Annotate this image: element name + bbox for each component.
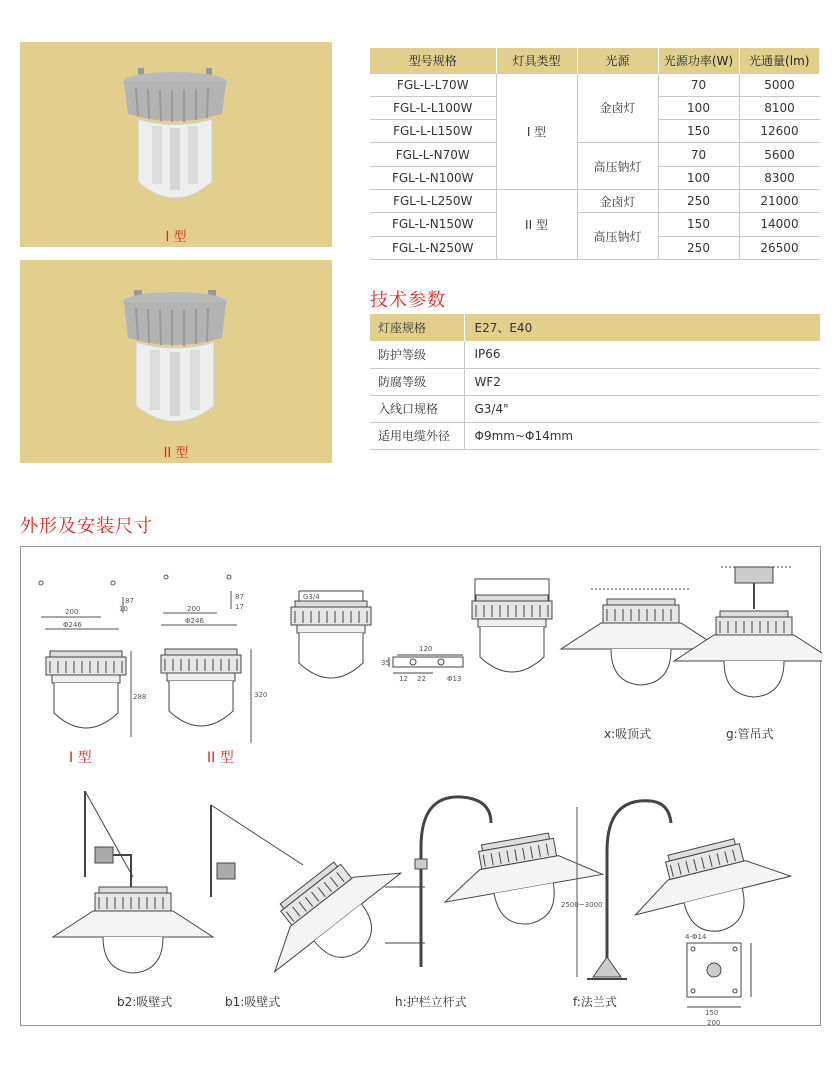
dim-22: 22 xyxy=(417,675,426,683)
table-row xyxy=(370,189,820,212)
cell-model: FGL-L-N250W xyxy=(370,236,496,259)
cell-flux: 5600 xyxy=(739,143,820,166)
drawing-ceiling-top xyxy=(472,579,552,672)
drawing-b1 xyxy=(211,805,423,1000)
dim-200-b: 200 xyxy=(187,605,201,613)
cell-type: I 型 xyxy=(496,73,577,189)
dim-17: 17 xyxy=(235,603,244,611)
cell-flux: 26500 xyxy=(739,236,820,259)
technical-drawings xyxy=(21,547,822,1027)
dim-87-a: 87 xyxy=(125,597,134,605)
drawing-b2 xyxy=(53,791,213,973)
cell-model: FGL-L-L250W xyxy=(370,189,496,212)
label-type1: I 型 xyxy=(69,750,92,766)
table-row xyxy=(370,213,820,236)
spec-table xyxy=(370,48,820,260)
param-row xyxy=(370,422,820,449)
dim-150: 150 xyxy=(705,1009,719,1017)
dim-35: 35 xyxy=(381,659,390,667)
drawing-g xyxy=(674,567,822,697)
header-model: 型号规格 xyxy=(370,48,496,73)
cell-flux: 12600 xyxy=(739,120,820,143)
cell-model: FGL-L-N70W xyxy=(370,143,496,166)
drawing-g34 xyxy=(291,591,371,678)
label-g: g:管吊式 xyxy=(726,727,774,741)
dim-g34: G3/4 xyxy=(303,593,320,601)
dim-phi246-b: Φ246 xyxy=(185,617,204,625)
param-table xyxy=(370,314,820,450)
cell-source: 高压钠灯 xyxy=(577,143,658,190)
cell-power: 100 xyxy=(658,166,739,189)
param-key: 适用电缆外径 xyxy=(370,422,464,449)
table-row xyxy=(370,73,820,96)
cell-flux: 8300 xyxy=(739,166,820,189)
cell-model: FGL-L-L150W xyxy=(370,120,496,143)
dim-2500: 2500~3000 xyxy=(561,901,603,909)
dimensions-title: 外形及安装尺寸 xyxy=(20,516,153,537)
header-power: 光源功率(W) xyxy=(658,48,739,73)
label-b2: b2:吸壁式 xyxy=(117,995,173,1009)
drawing-x xyxy=(561,589,721,685)
cell-type: II 型 xyxy=(496,189,577,259)
header-type: 灯具类型 xyxy=(496,48,577,73)
label-h: h:护栏立杆式 xyxy=(395,995,467,1009)
dim-200: 200 xyxy=(65,608,79,616)
table-row xyxy=(370,143,820,166)
cell-power: 150 xyxy=(658,213,739,236)
cell-flux: 5000 xyxy=(739,73,820,96)
lamp-photo-type2 xyxy=(120,282,230,432)
drawing-bracket xyxy=(389,655,463,673)
dim-12: 12 xyxy=(399,675,408,683)
cell-model: FGL-L-N100W xyxy=(370,166,496,189)
param-value: Φ9mm~Φ14mm xyxy=(464,422,820,449)
param-row xyxy=(370,395,820,422)
dim-120: 120 xyxy=(419,645,433,653)
panel-caption: II 型 xyxy=(163,446,189,461)
label-x: x:吸顶式 xyxy=(604,727,652,741)
param-row xyxy=(370,341,820,368)
param-key: 防腐等级 xyxy=(370,368,464,395)
cell-power: 150 xyxy=(658,120,739,143)
drawing-frame xyxy=(20,546,821,1026)
cell-source: 高压钠灯 xyxy=(577,213,658,260)
cell-model: FGL-L-L70W xyxy=(370,73,496,96)
label-b1: b1:吸壁式 xyxy=(225,995,281,1009)
param-key: 防护等级 xyxy=(370,341,464,368)
param-row xyxy=(370,314,820,341)
cell-power: 70 xyxy=(658,143,739,166)
param-value: WF2 xyxy=(464,368,820,395)
drawing-h xyxy=(385,797,609,967)
tech-params-title: 技术参数 xyxy=(370,290,446,311)
param-row xyxy=(370,368,820,395)
param-value: G3/4" xyxy=(464,395,820,422)
panel-caption: I 型 xyxy=(165,230,187,245)
cell-flux: 8100 xyxy=(739,96,820,119)
cell-flux: 21000 xyxy=(739,189,820,212)
drawing-flange-plate xyxy=(687,943,751,1007)
dim-phi14: 4-Φ14 xyxy=(685,933,707,941)
dim-200-c: 200 xyxy=(707,1019,721,1027)
drawing-f xyxy=(577,801,799,979)
cell-flux: 14000 xyxy=(739,213,820,236)
dim-288: 288 xyxy=(133,693,147,701)
cell-power: 250 xyxy=(658,236,739,259)
dim-phi246: Φ246 xyxy=(63,621,82,629)
param-key: 灯座规格 xyxy=(370,314,464,341)
param-value: IP66 xyxy=(464,341,820,368)
cell-power: 250 xyxy=(658,189,739,212)
header-source: 光源 xyxy=(577,48,658,73)
drawing-type1 xyxy=(39,581,131,737)
dim-320: 320 xyxy=(254,691,268,699)
cell-model: FGL-L-L100W xyxy=(370,96,496,119)
cell-power: 70 xyxy=(658,73,739,96)
cell-source: 金卤灯 xyxy=(577,73,658,143)
cell-source: 金卤灯 xyxy=(577,189,658,212)
lamp-photo-type1 xyxy=(120,64,230,214)
photo-panel-type2 xyxy=(20,260,332,463)
spec-table-header xyxy=(370,48,820,73)
label-type2: II 型 xyxy=(207,750,234,766)
cell-model: FGL-L-N150W xyxy=(370,213,496,236)
dim-87: 87 xyxy=(235,593,244,601)
param-value: E27、E40 xyxy=(464,314,820,341)
dim-10: 10 xyxy=(119,605,128,613)
dim-phi13: Φ13 xyxy=(447,675,462,683)
label-f: f:法兰式 xyxy=(573,995,617,1009)
header-flux: 光通量(lm) xyxy=(739,48,820,73)
param-key: 入线口规格 xyxy=(370,395,464,422)
cell-power: 100 xyxy=(658,96,739,119)
photo-panel-type1 xyxy=(20,42,332,247)
